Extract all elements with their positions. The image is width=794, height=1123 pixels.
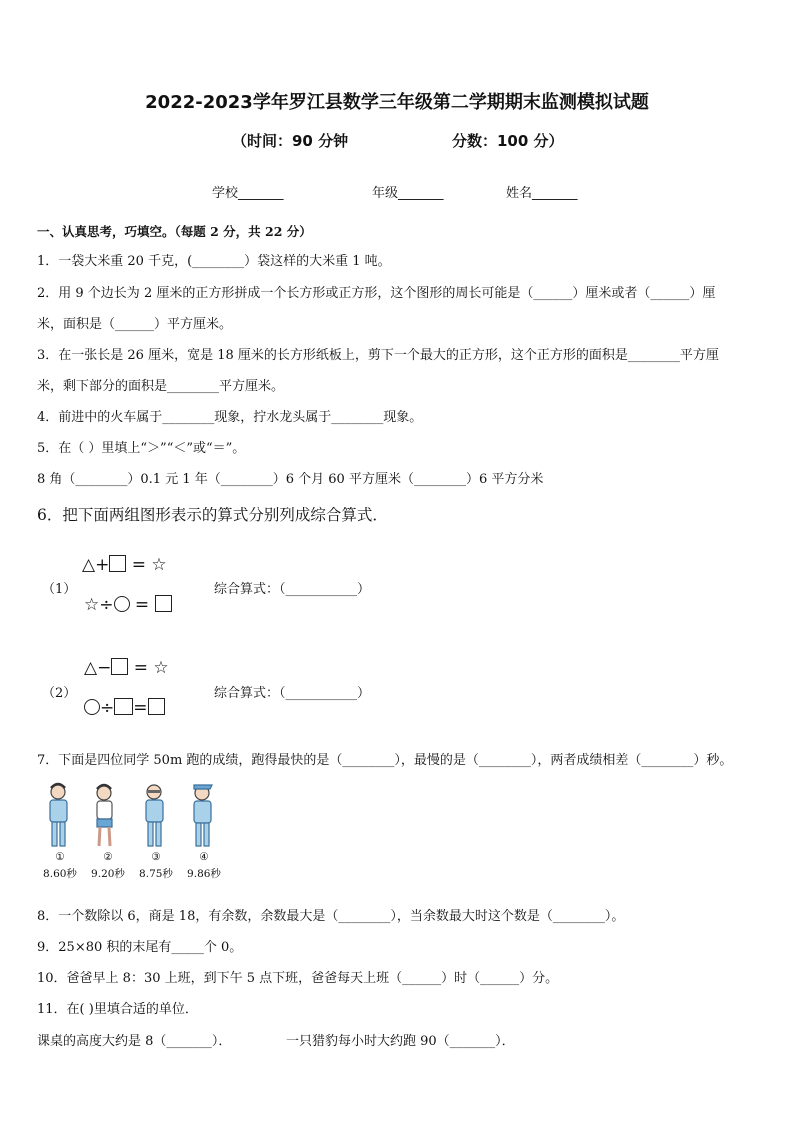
part-2-label: （2） [42,686,77,701]
square-icon [155,595,172,612]
question-11: 11．在( )里填合适的单位． [37,1002,198,1017]
runner-1-time: 8.60秒 [43,868,77,880]
runners-illustration [38,782,228,854]
runner-4-figure [194,785,212,846]
runner-3-number: ③ [151,851,161,863]
runner-2-number: ② [103,851,113,863]
circle-icon [114,596,130,612]
question-8: 8．一个数除以 6，商是 18，有余数，余数最大是（________），当余数最大时这个数是（________）。 [37,909,625,924]
page-title: 2022-2023学年罗江县数学三年级第二学期期末监测模拟试题 [145,92,649,113]
square-icon [111,658,128,675]
runner-2-time: 9.20秒 [91,868,125,880]
equation-1b: ☆÷ = [84,594,172,616]
equation-2b: ÷ = [84,697,165,719]
school-field: 学校_______ [212,186,284,201]
question-10: 10．爸爸早上 8：30 上班，到下午 5 点下班，爸爸每天上班（______）时（______）分。 [37,971,559,986]
runner-1-number: ① [55,851,65,863]
star-icon: ☆ [153,658,169,678]
runner-4-number: ④ [199,851,209,863]
question-11-a: 课桌的高度大约是 8（_______）． [37,1034,232,1049]
question-6: 6．把下面两组图形表示的算式分别列成综合算式． [37,506,388,524]
star-icon: ☆ [151,555,167,575]
question-3-line2: 米，剩下部分的面积是________平方厘米。 [37,379,285,394]
triangle-icon: △ [82,555,96,575]
section-heading: 一、认真思考，巧填空。（每题 2 分，共 22 分） [37,224,312,239]
question-2-line1: 2．用 9 个边长为 2 厘米的正方形拼成一个长方形或正方形，这个图形的周长可能是（______）厘米或者（______）厘 [37,286,716,301]
rectangle-icon [114,698,133,715]
runner-3-figure [146,785,163,846]
question-5: 5．在（ ）里填上“＞”“＜”或“＝”。 [37,441,246,456]
equation-1a: △+ = ☆ [82,555,167,575]
question-2-line2: 米，面积是（______）平方厘米。 [37,317,233,332]
composite-formula-2: 综合算式：（___________） [214,686,371,701]
question-3-line1: 3．在一张长是 26 厘米，宽是 18 厘米的长方形纸板上，剪下一个最大的正方形，这个正方形的面积是________平方厘 [37,348,719,363]
runner-2-figure [97,785,112,846]
runner-1-figure [50,784,67,846]
part-1-label: （1） [42,582,77,597]
question-4: 4．前进中的火车属于________现象，拧水龙头属于________现象。 [37,410,423,425]
question-7: 7．下面是四位同学 50m 跑的成绩，跑得最快的是（________），最慢的是（________），两者成绩相差（________）秒。 [37,753,733,768]
composite-formula-1: 综合算式：（___________） [214,582,371,597]
exam-time: （时间：90 分钟 [232,132,349,150]
circle-icon [84,699,100,715]
question-5-items: 8 角（________）0.1 元 1 年（________）6 个月 60 平方厘米（________）6 平方分米 [37,472,544,487]
runner-3-time: 8.75秒 [139,868,173,880]
equation-2a: △− = ☆ [84,658,169,678]
runner-4-time: 9.86秒 [187,868,221,880]
question-11-b: 一只猎豹每小时大约跑 90（_______）． [286,1034,515,1049]
question-1: 1．一袋大米重 20 千克，(________）袋这样的大米重 1 吨。 [37,254,391,269]
triangle-icon: △ [84,658,98,678]
exam-score: 分数：100 分） [452,132,564,150]
star-icon: ☆ [84,595,100,615]
grade-field: 年级_______ [372,186,444,201]
name-field: 姓名_______ [506,186,578,201]
square-icon [109,555,126,572]
question-9: 9．25×80 积的末尾有_____个 0。 [37,940,243,955]
square-icon [148,698,165,715]
